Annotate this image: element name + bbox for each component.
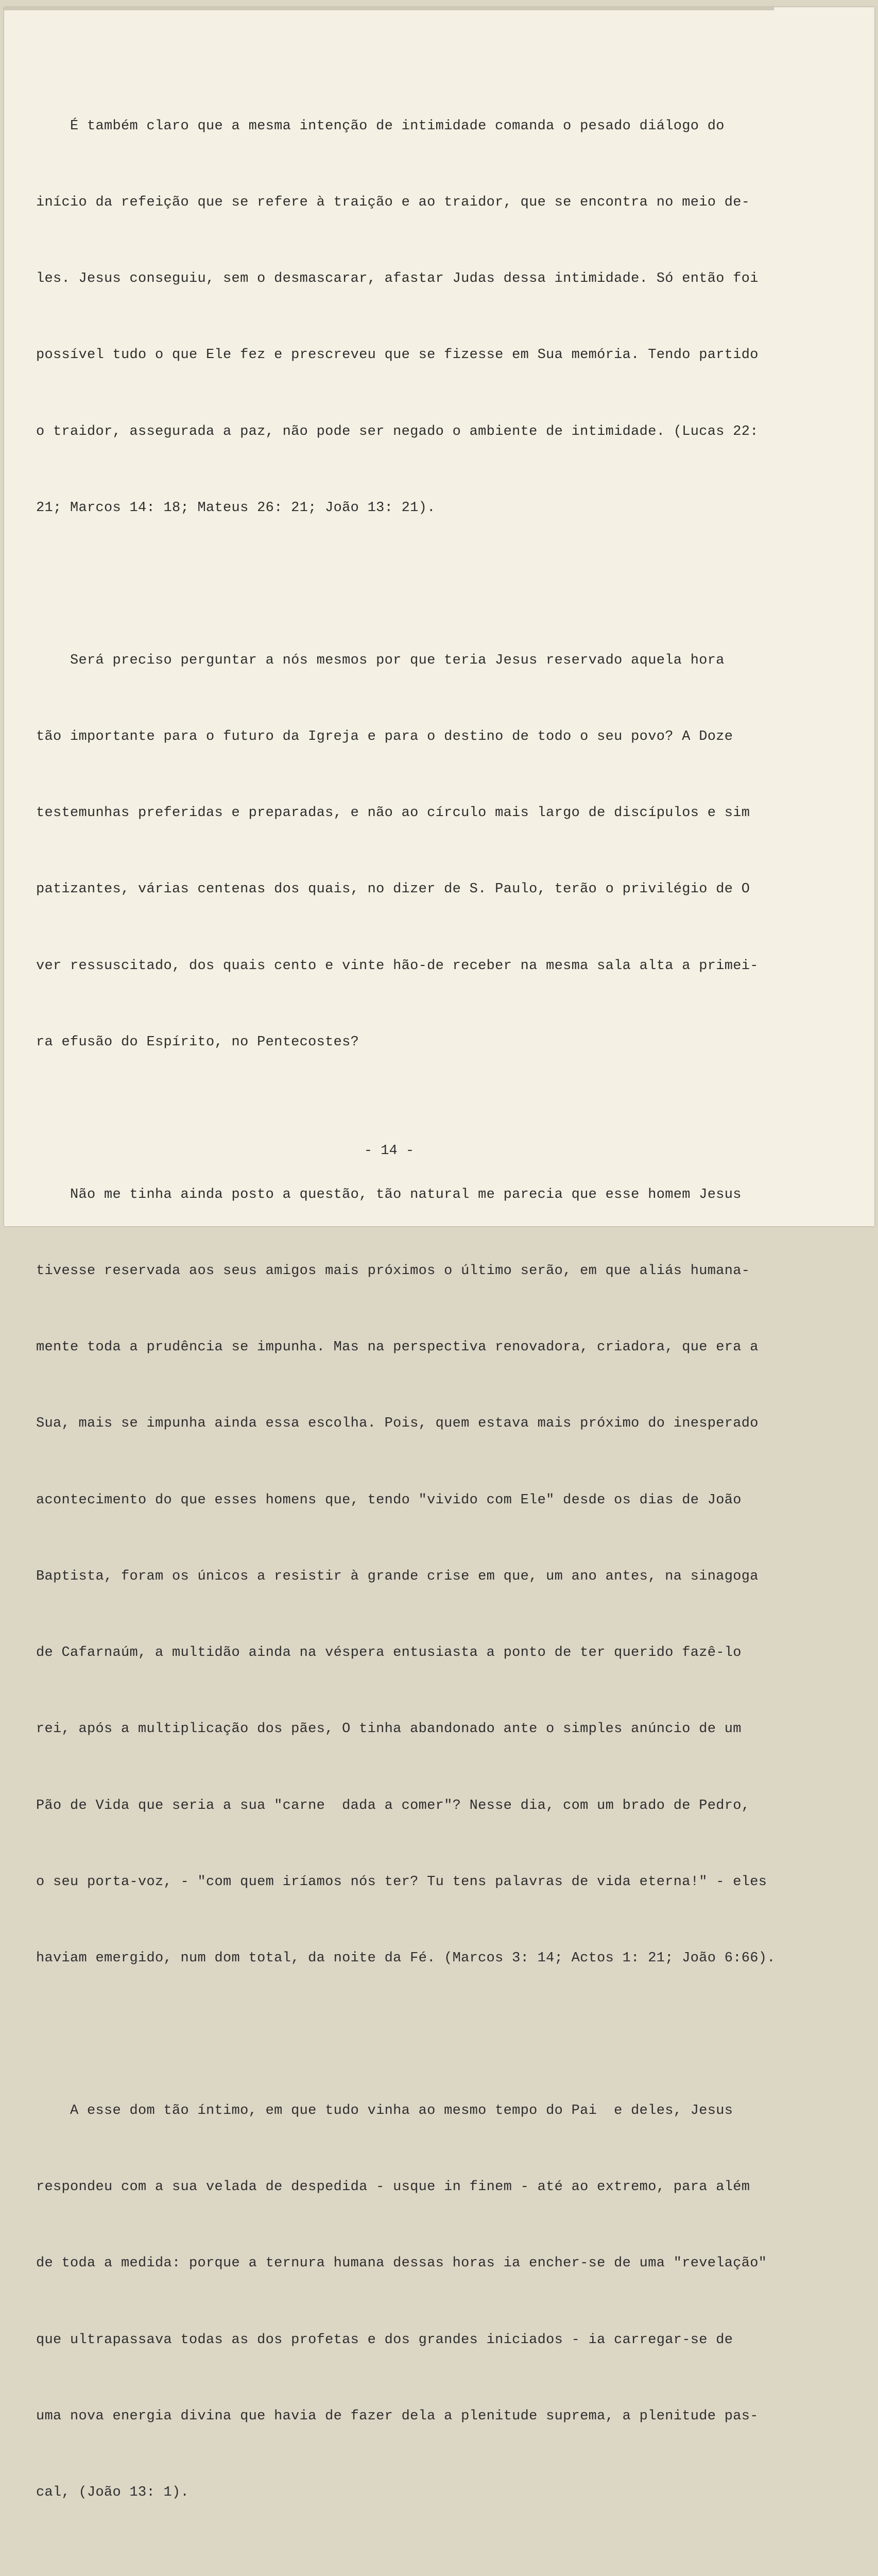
text-line: respondeu com a sua velada de despedida - usque in finem - até ao extremo, para além [36,2179,750,2195]
text-line: que ultrapassava todas as dos profetas e dos grandes iniciados - ia carregar-se de [36,2332,733,2348]
text-line: les. Jesus conseguiu, sem o desmascarar, afastar Judas dessa intimidade. Só então foi [36,271,759,287]
paper-sheet [4,7,874,2500]
text-line: o seu porta-voz, - "com quem iríamos nós ter? Tu tens palavras de vida eterna!" - eles [36,1874,767,1890]
text-line: o traidor, assegurada a paz, não pode ser negado o ambiente de intimidade. (Lucas 22: [36,423,759,439]
text-line: patizantes, várias centenas dos quais, no dizer de S. Paulo, terão o privilégio de O [36,882,750,897]
page-number: - 14 - [364,1143,415,1159]
text-line: ver ressuscitado, dos quais cento e vinte hão-de receber na mesma sala alta a primei- [36,958,759,974]
text-line: Sua, mais se impunha ainda essa escolha. Pois, quem estava mais próximo do inesperado [36,1416,759,1432]
text-line: de Cafarnaúm, a multidão ainda na véspera entusiasta a ponto de ter querido fazê-lo [36,1645,742,1661]
sheet-top-edge [4,7,774,10]
paragraph-1 [36,63,772,572]
text-line: tão importante para o futuro da Igreja e para o destino de todo o seu povo? A Doze [36,729,733,745]
text-line: haviam emergido, num dom total, da noite da Fé. (Marcos 3: 14; Actos 1: 21; João 6:66). [36,1950,776,1966]
text-line: Pão de Vida que seria a sua "carne dada a comer"? Nesse dia, com um brado de Pedro, [36,1798,750,1814]
text-line: uma nova energia divina que havia de fazer dela a plenitude suprema, a plenitude pas- [36,2408,759,2424]
text-line: ra efusão do Espírito, no Pentecostes? [36,1034,359,1050]
text-line: É também claro que a mesma intenção de intimidade comanda o pesado diálogo do [36,118,725,134]
text-line: possível tudo o que Ele fez e prescreveu que se fizesse em Sua memória. Tendo partido [36,347,759,363]
text-line: testemunhas preferidas e preparadas, e não ao círculo mais largo de discípulos e sim [36,805,750,821]
text-line: início da refeição que se refere à traição e ao traidor, que se encontra no meio de- [36,195,750,211]
typed-text-body [36,63,776,2576]
paragraph-4 [36,2047,772,2556]
text-line: tivesse reservada aos seus amigos mais próximos o último serão, em que aliás humana- [36,1263,750,1279]
text-line: mente toda a prudência se impunha. Mas na perspectiva renovadora, criadora, que era a [36,1340,759,1355]
text-line: acontecimento do que esses homens que, tendo "vivido com Ele" desde os dias de João [36,1492,742,1508]
text-line: rei, após a multiplicação dos pães, O tinha abandonado ante o simples anúncio de um [36,1721,742,1737]
text-line: Será preciso perguntar a nós mesmos por que teria Jesus reservado aquela hora [36,652,725,668]
text-line: 21; Marcos 14: 18; Mateus 26: 21; João 13: 21). [36,500,436,516]
paragraph-2 [36,597,772,1106]
text-line: cal, (João 13: 1). [36,2484,190,2500]
text-line: Baptista, foram os únicos a resistir à grande crise em que, um ano antes, na sinagoga [36,1568,759,1584]
text-line: de toda a medida: porque a ternura humana dessas horas ia encher-se de uma "revelação" [36,2256,767,2272]
paragraph-3 [36,1131,776,2022]
text-line: Não me tinha ainda posto a questão, tão natural me parecia que esse homem Jesus [36,1187,742,1202]
text-line: A esse dom tão íntimo, em que tudo vinha ao mesmo tempo do Pai e deles, Jesus [36,2103,733,2119]
